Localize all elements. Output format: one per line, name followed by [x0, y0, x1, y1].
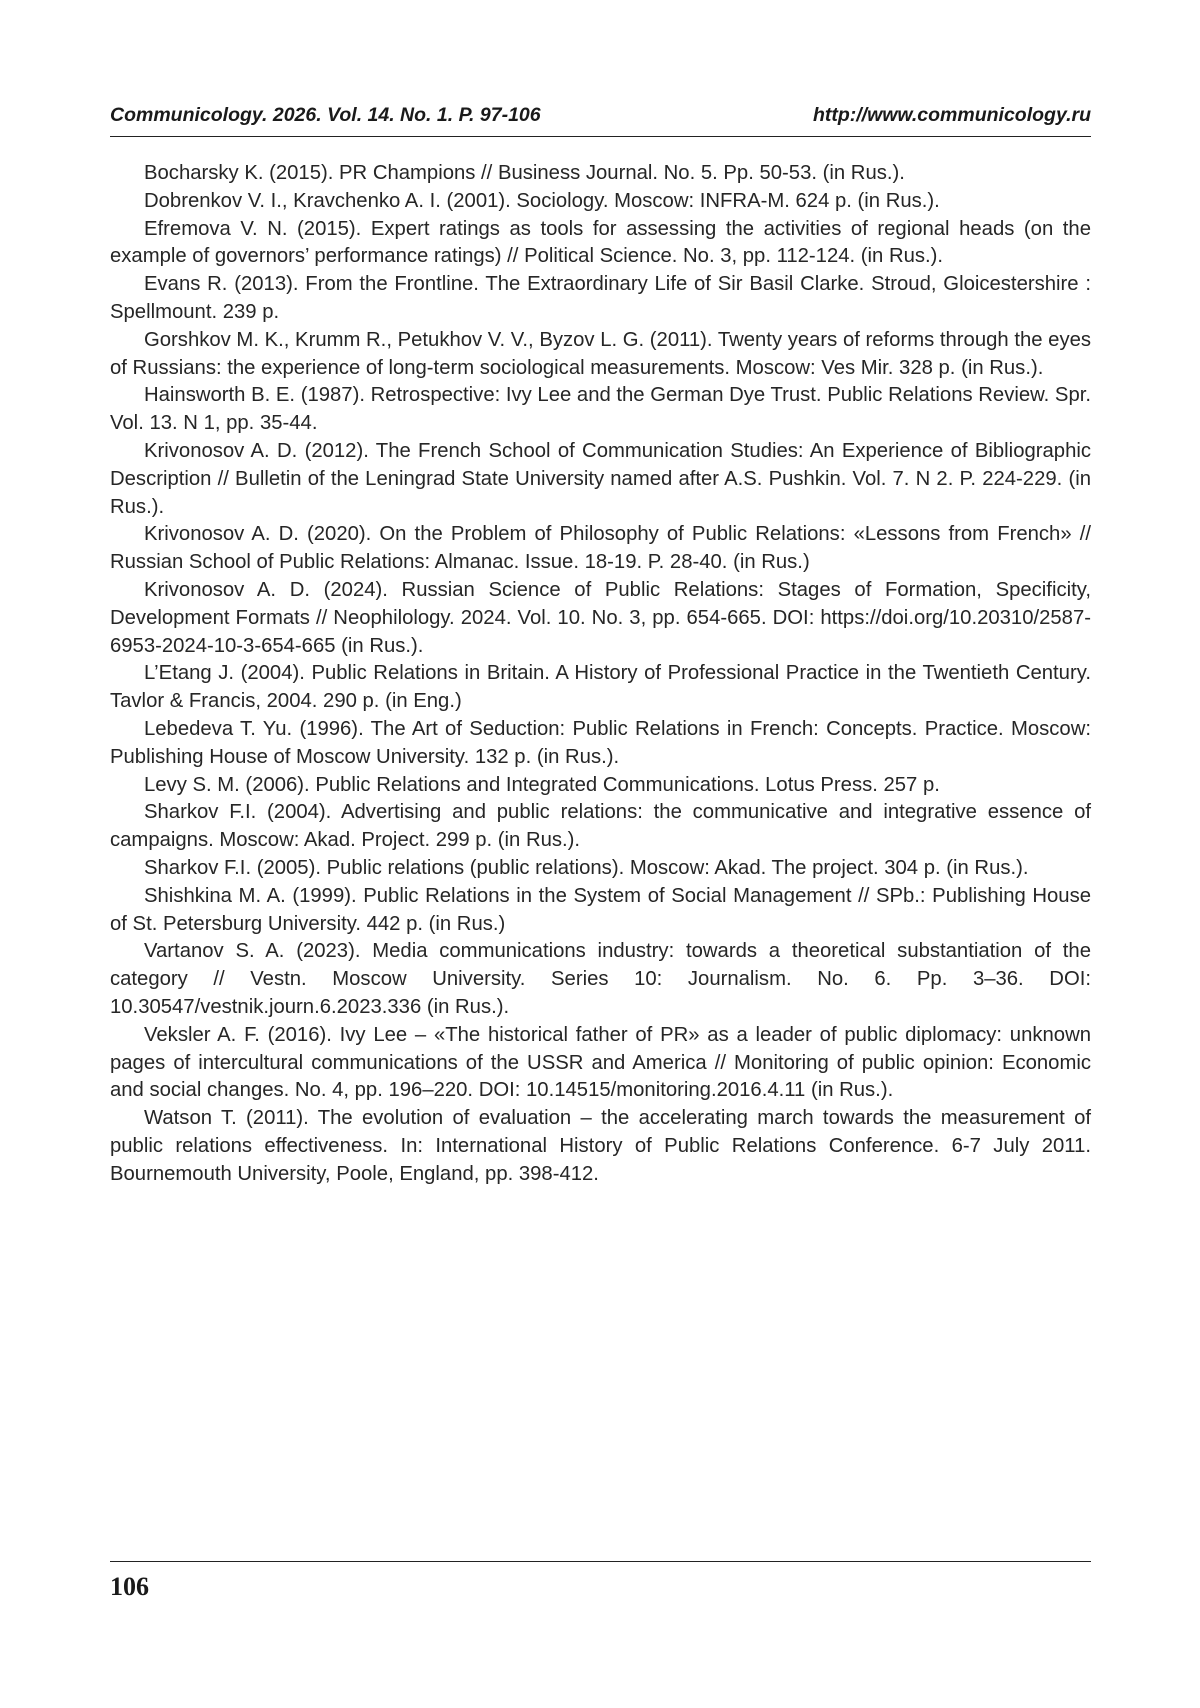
reference-item: Evans R. (2013). From the Frontline. The Extraordinary Life of Sir Basil Clarke. Stroud, Gloicestershire : Spellmount. 239 p. — [110, 273, 1091, 323]
reference-item: Bocharsky K. (2015). PR Champions // Business Journal. No. 5. Pp. 50-53. (in Rus.). — [144, 162, 905, 184]
page-number: 106 — [110, 1572, 149, 1601]
reference-item: L’Etang J. (2004). Public Relations in Britain. A History of Professional Practice in the Twentieth Century. Tavlor & Francis, 2004. 290 p. (in Eng.) — [110, 662, 1091, 713]
reference-item: Krivonosov A. D. (2012). The French School of Communication Studies: An Experience of Bibliographic Description // Bulletin of the Leningrad State University named after A.S. Pushkin. Vol. 7. N 2. P. 224-229. (in Rus.). — [110, 439, 1091, 518]
reference-item: Shishkina M. A. (1999). Public Relations in the System of Social Management // SPb.: Publishing House of St. Petersburg University. 442 p. (in Rus.) — [110, 884, 1091, 935]
journal-url: http://www.communicology.ru — [812, 104, 1091, 126]
reference-item: Watson T. (2011). The evolution of evaluation – the accelerating march towards the measurement of public relations effectiveness. In: International History of Public Relations Conference. 6-7 July 2011. Bournemouth University, Poole, England, pp. 398-412. — [110, 1107, 1091, 1185]
running-header — [110, 104, 1091, 137]
footer-divider — [110, 1561, 1091, 1562]
reference-item: Hainsworth B. E. (1987). Retrospective: Ivy Lee and the German Dye Trust. Public Relations Review. Spr. Vol. 13. N 1, pp. 35-44. — [110, 384, 1091, 435]
journal-citation: Communicology. 2026. Vol. 14. No. 1. P. 97-106 — [110, 104, 541, 126]
reference-item: Levy S. M. (2006). Public Relations and Integrated Communications. Lotus Press. 257 p. — [144, 773, 940, 796]
reference-item: Lebedeva T. Yu. (1996). The Art of Seduction: Public Relations in French: Concepts. Practice. Moscow: Publishing House of Moscow University. 132 p. (in Rus.). — [110, 717, 1091, 768]
reference-item: Gorshkov M. K., Krumm R., Petukhov V. V., Byzov L. G. (2011). Twenty years of reforms through the eyes of Russians: the experience of long-term sociological measurements. Moscow: Ves Mir. 328 p. (in Rus.). — [110, 328, 1091, 379]
reference-item: Veksler A. F. (2016). Ivy Lee – «The historical father of PR» as a leader of public diplomacy: unknown pages of intercultural communications of the USSR and America // Monitoring of public opinion: Economic and social changes. No. 4, pp. 196–220. DOI: 10.14515/monitoring.2016.4.11 (in Rus.). — [110, 1023, 1091, 1102]
reference-list — [110, 160, 1091, 1188]
reference-item: Krivonosov A. D. (2024). Russian Science of Public Relations: Stages of Formation, Specificity, Development Formats // Neophilology. 2024. Vol. 10. No. 3, pp. 654-665. DOI: https://doi.org/10.20310/2587-6953-2024-10-3-654-665 (in Rus.). — [110, 578, 1091, 657]
reference-item: Dobrenkov V. I., Kravchenko A. I. (2001). Sociology. Moscow: INFRA-M. 624 p. (in Rus.). — [144, 189, 940, 212]
reference-item: Sharkov F.I. (2005). Public relations (public relations). Moscow: Akad. The project. 304 p. (in Rus.). — [144, 856, 1029, 879]
reference-item: Krivonosov A. D. (2020). On the Problem of Philosophy of Public Relations: «Lessons from French» // Russian School of Public Relations: Almanac. Issue. 18-19. P. 28-40. (in Rus.) — [110, 523, 1091, 574]
reference-item: Sharkov F.I. (2004). Advertising and public relations: the communicative and integrative essence of campaigns. Moscow: Akad. Project. 299 p. (in Rus.). — [110, 801, 1091, 852]
reference-item: Efremova V. N. (2015). Expert ratings as tools for assessing the activities of regional heads (on the example of governors’ performance ratings) // Political Science. No. 3, pp. 112-124. (in Rus.). — [110, 217, 1091, 268]
reference-item: Vartanov S. A. (2023). Media communications industry: towards a theoretical substantiation of the category // Vestn. Moscow University. Series 10: Journalism. No. 6. Pp. 3–36. DOI: 10.30547/vestnik.journ.6.2023.336 (in Rus.). — [110, 940, 1091, 1018]
